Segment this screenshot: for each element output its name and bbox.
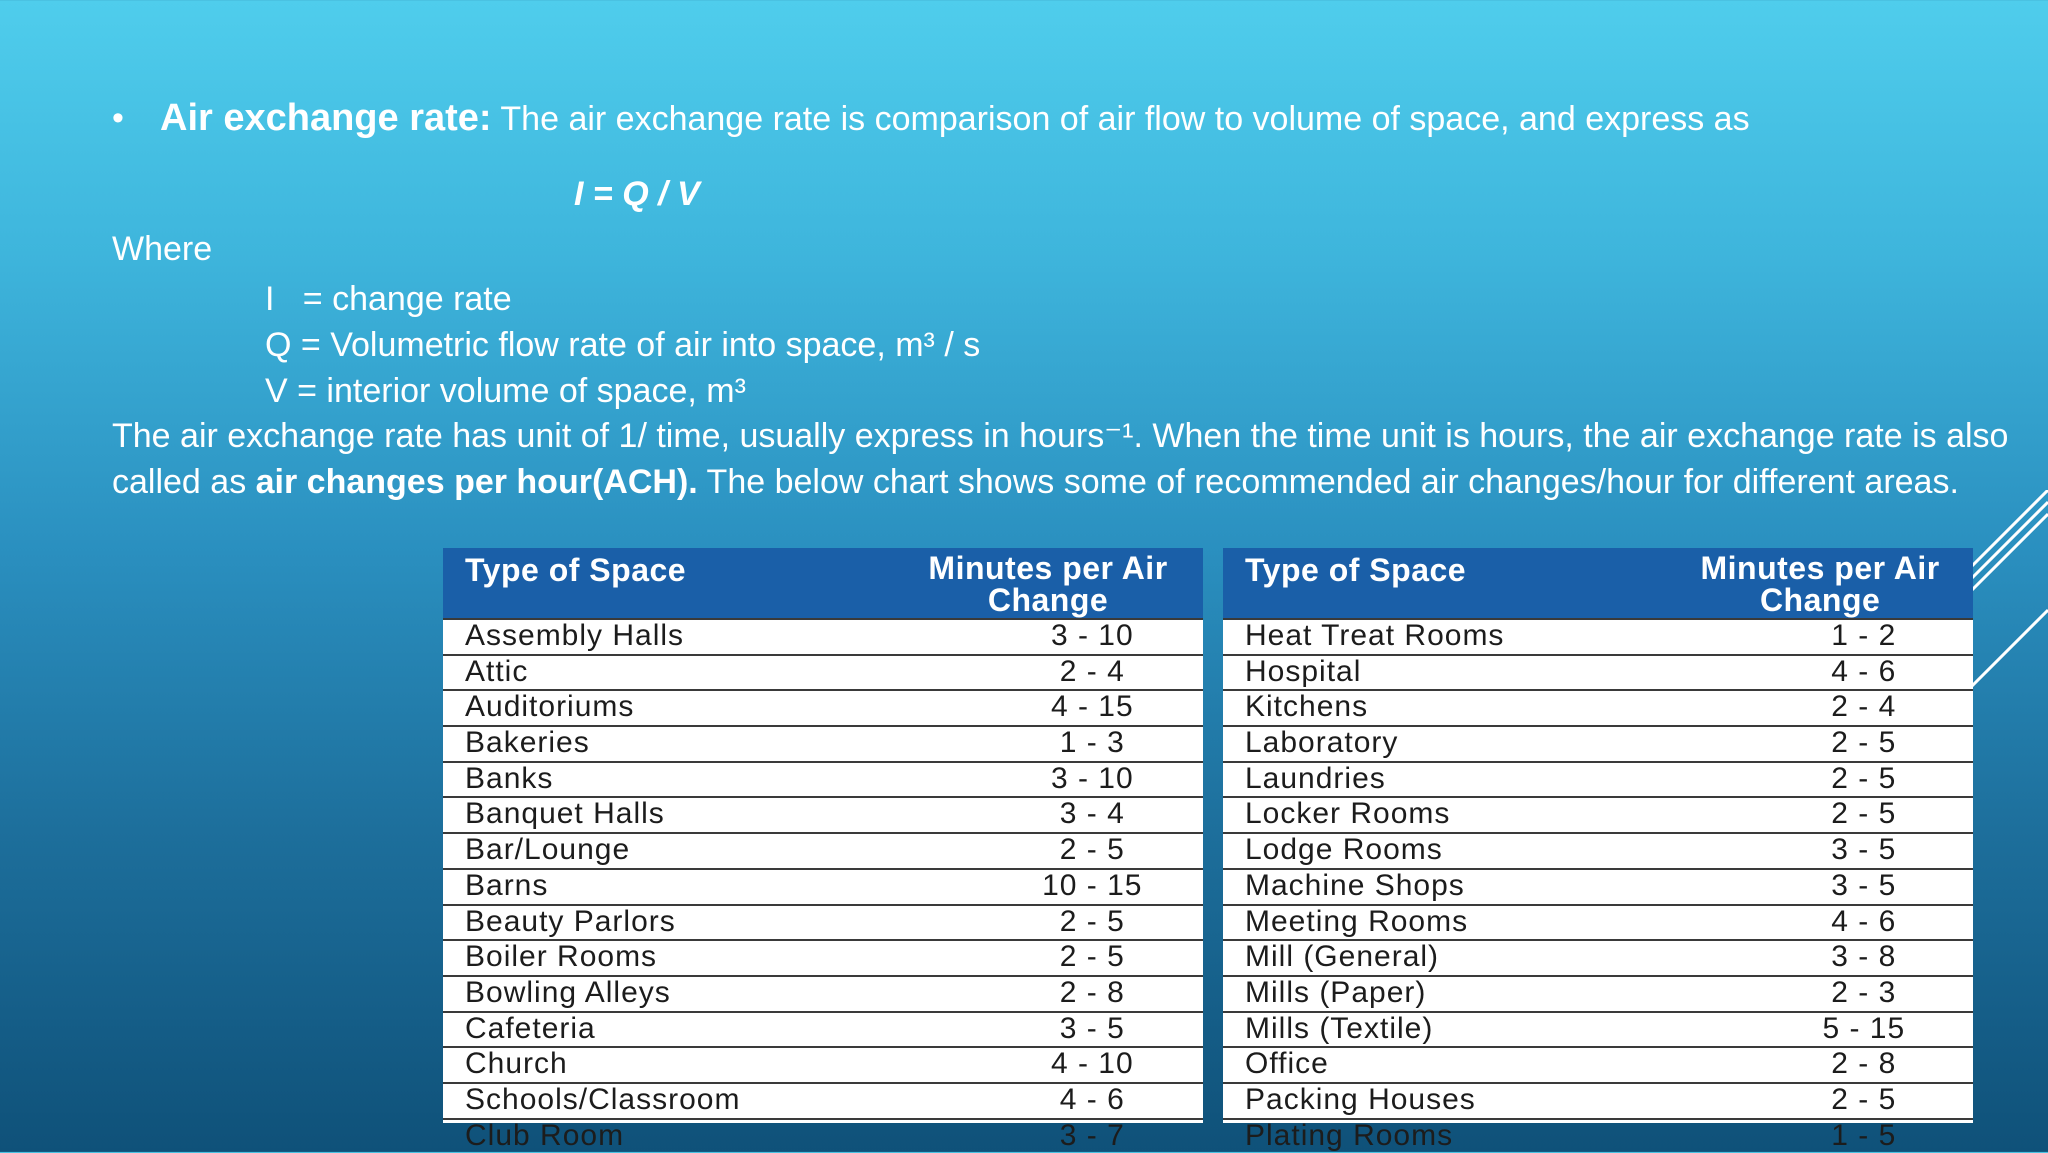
minutes-value: 2 - 8 bbox=[1831, 1047, 1897, 1081]
space-name: Assembly Halls bbox=[465, 619, 685, 652]
paragraph-bold: air changes per hour(ACH). bbox=[255, 463, 698, 501]
space-name: Lodge Rooms bbox=[1245, 833, 1443, 867]
table-body-left bbox=[443, 618, 1203, 1153]
space-name: Hospital bbox=[1245, 654, 1362, 688]
table-row bbox=[1223, 796, 1973, 832]
minutes-value: 4 - 6 bbox=[1831, 654, 1897, 688]
table-row bbox=[1223, 689, 1973, 725]
minutes-value: 2 - 5 bbox=[1059, 940, 1125, 974]
minutes-value: 2 - 4 bbox=[1831, 690, 1897, 724]
table-row bbox=[443, 761, 1203, 797]
table-row bbox=[443, 832, 1203, 868]
space-name: Locker Rooms bbox=[1245, 797, 1451, 831]
minutes-value: 4 - 6 bbox=[1059, 1082, 1125, 1116]
table-row bbox=[1223, 939, 1973, 975]
table-row bbox=[1223, 832, 1973, 868]
decorative-lines bbox=[1968, 490, 2048, 700]
table-header bbox=[1223, 548, 1973, 618]
minutes-value: 2 - 5 bbox=[1831, 761, 1897, 795]
table-row bbox=[443, 868, 1203, 904]
air-change-table bbox=[443, 548, 1973, 1152]
minutes-value: 3 - 8 bbox=[1831, 940, 1897, 974]
definition-v: V = interior volume of space, m³ bbox=[265, 372, 746, 410]
minutes-value: 3 - 4 bbox=[1059, 797, 1125, 831]
header-type-of-space: Type of Space bbox=[465, 552, 687, 588]
bullet-lead: Air exchange rate: bbox=[160, 97, 492, 139]
minutes-value: 3 - 10 bbox=[1050, 619, 1134, 652]
table-row bbox=[443, 654, 1203, 690]
minutes-value: 3 - 5 bbox=[1831, 833, 1897, 867]
space-name: Boiler Rooms bbox=[465, 940, 658, 974]
space-name: Beauty Parlors bbox=[465, 904, 676, 938]
table-row bbox=[1223, 868, 1973, 904]
minutes-value: 4 - 10 bbox=[1050, 1047, 1134, 1081]
minutes-value: 2 - 5 bbox=[1831, 726, 1897, 760]
table-row bbox=[443, 1082, 1203, 1118]
minutes-value: 2 - 4 bbox=[1059, 654, 1125, 688]
table-row bbox=[1223, 1011, 1973, 1047]
minutes-value: 2 - 5 bbox=[1831, 797, 1897, 831]
minutes-value: 10 - 15 bbox=[1042, 868, 1143, 902]
table-row bbox=[1223, 1082, 1973, 1118]
space-name: Kitchens bbox=[1245, 690, 1369, 724]
header-minutes-per-air-change: Minutes per Air Change bbox=[928, 550, 1168, 618]
table-row bbox=[443, 796, 1203, 832]
table-row bbox=[1223, 654, 1973, 690]
definition-i: I = change rate bbox=[265, 280, 512, 318]
space-name: Laboratory bbox=[1245, 726, 1399, 760]
minutes-value: 1 - 5 bbox=[1831, 1118, 1897, 1152]
table-row bbox=[1223, 1118, 1973, 1153]
space-name: Meeting Rooms bbox=[1245, 904, 1469, 938]
space-name: Heat Treat Rooms bbox=[1245, 619, 1505, 652]
table-row bbox=[1223, 1046, 1973, 1082]
bullet-paragraph bbox=[112, 95, 2012, 142]
table-row bbox=[443, 1011, 1203, 1047]
table-row bbox=[1223, 725, 1973, 761]
space-name: Banquet Halls bbox=[465, 797, 665, 831]
table-left bbox=[443, 548, 1203, 1152]
formula: I = Q / V bbox=[574, 175, 700, 213]
table-row bbox=[443, 618, 1203, 654]
minutes-value: 2 - 5 bbox=[1059, 904, 1125, 938]
table-row bbox=[1223, 761, 1973, 797]
minutes-value: 1 - 3 bbox=[1059, 726, 1125, 760]
bullet-text: The air exchange rate is comparison of air flow to volume of space, and express as bbox=[491, 100, 1750, 138]
space-name: Schools/Classroom bbox=[465, 1082, 741, 1116]
minutes-value: 1 - 2 bbox=[1831, 619, 1897, 652]
space-name: Bakeries bbox=[465, 726, 590, 760]
space-name: Plating Rooms bbox=[1245, 1118, 1454, 1152]
table-header bbox=[443, 548, 1203, 618]
space-name: Mill (General) bbox=[1245, 940, 1440, 974]
space-name: Auditoriums bbox=[465, 690, 635, 724]
minutes-value: 3 - 5 bbox=[1059, 1011, 1125, 1045]
space-name: Bar/Lounge bbox=[465, 833, 631, 867]
minutes-value: 2 - 5 bbox=[1831, 1082, 1897, 1116]
minutes-value: 2 - 3 bbox=[1831, 975, 1897, 1009]
space-name: Laundries bbox=[1245, 761, 1386, 795]
minutes-value: 4 - 6 bbox=[1831, 904, 1897, 938]
definition-q: Q = Volumetric flow rate of air into space, m³ / s bbox=[265, 326, 981, 364]
bullet-dot: • bbox=[112, 99, 124, 137]
table-row bbox=[443, 939, 1203, 975]
space-name: Office bbox=[1245, 1047, 1329, 1081]
space-name: Mills (Paper) bbox=[1245, 975, 1427, 1009]
header-type-of-space: Type of Space bbox=[1245, 552, 1467, 588]
space-name: Packing Houses bbox=[1245, 1082, 1476, 1116]
table-row bbox=[443, 1118, 1203, 1153]
table-body-right bbox=[1223, 618, 1973, 1153]
minutes-value: 2 - 8 bbox=[1059, 975, 1125, 1009]
space-name: Cafeteria bbox=[465, 1011, 596, 1045]
space-name: Bowling Alleys bbox=[465, 975, 671, 1009]
space-name: Barns bbox=[465, 868, 549, 902]
table-row bbox=[1223, 975, 1973, 1011]
minutes-value: 3 - 10 bbox=[1050, 761, 1134, 795]
space-name: Club Room bbox=[465, 1118, 625, 1152]
table-row bbox=[443, 1046, 1203, 1082]
where-label: Where bbox=[112, 230, 213, 268]
minutes-value: 3 - 7 bbox=[1059, 1118, 1125, 1152]
table-row bbox=[1223, 618, 1973, 654]
paragraph-part2: The below chart shows some of recommended air changes/hour for different areas. bbox=[697, 463, 1959, 501]
minutes-value: 5 - 15 bbox=[1822, 1011, 1906, 1045]
table-row bbox=[443, 689, 1203, 725]
header-minutes-per-air-change: Minutes per Air Change bbox=[1700, 550, 1940, 618]
paragraph-part1: The air exchange rate has unit of 1/ time, usually express in hours⁻¹. When the time unit is hours, the air exchange rate is also called as bbox=[112, 417, 2009, 501]
space-name: Mills (Textile) bbox=[1245, 1011, 1434, 1045]
space-name: Attic bbox=[465, 654, 529, 688]
minutes-value: 4 - 15 bbox=[1050, 690, 1134, 724]
table-row bbox=[443, 975, 1203, 1011]
definitions-list bbox=[265, 276, 980, 414]
space-name: Church bbox=[465, 1047, 568, 1081]
table-right bbox=[1223, 548, 1973, 1152]
space-name: Machine Shops bbox=[1245, 868, 1465, 902]
table-row bbox=[443, 904, 1203, 940]
minutes-value: 2 - 5 bbox=[1059, 833, 1125, 867]
space-name: Banks bbox=[465, 761, 554, 795]
table-row bbox=[1223, 904, 1973, 940]
explanation-paragraph bbox=[112, 413, 2012, 505]
minutes-value: 3 - 5 bbox=[1831, 868, 1897, 902]
table-row bbox=[443, 725, 1203, 761]
